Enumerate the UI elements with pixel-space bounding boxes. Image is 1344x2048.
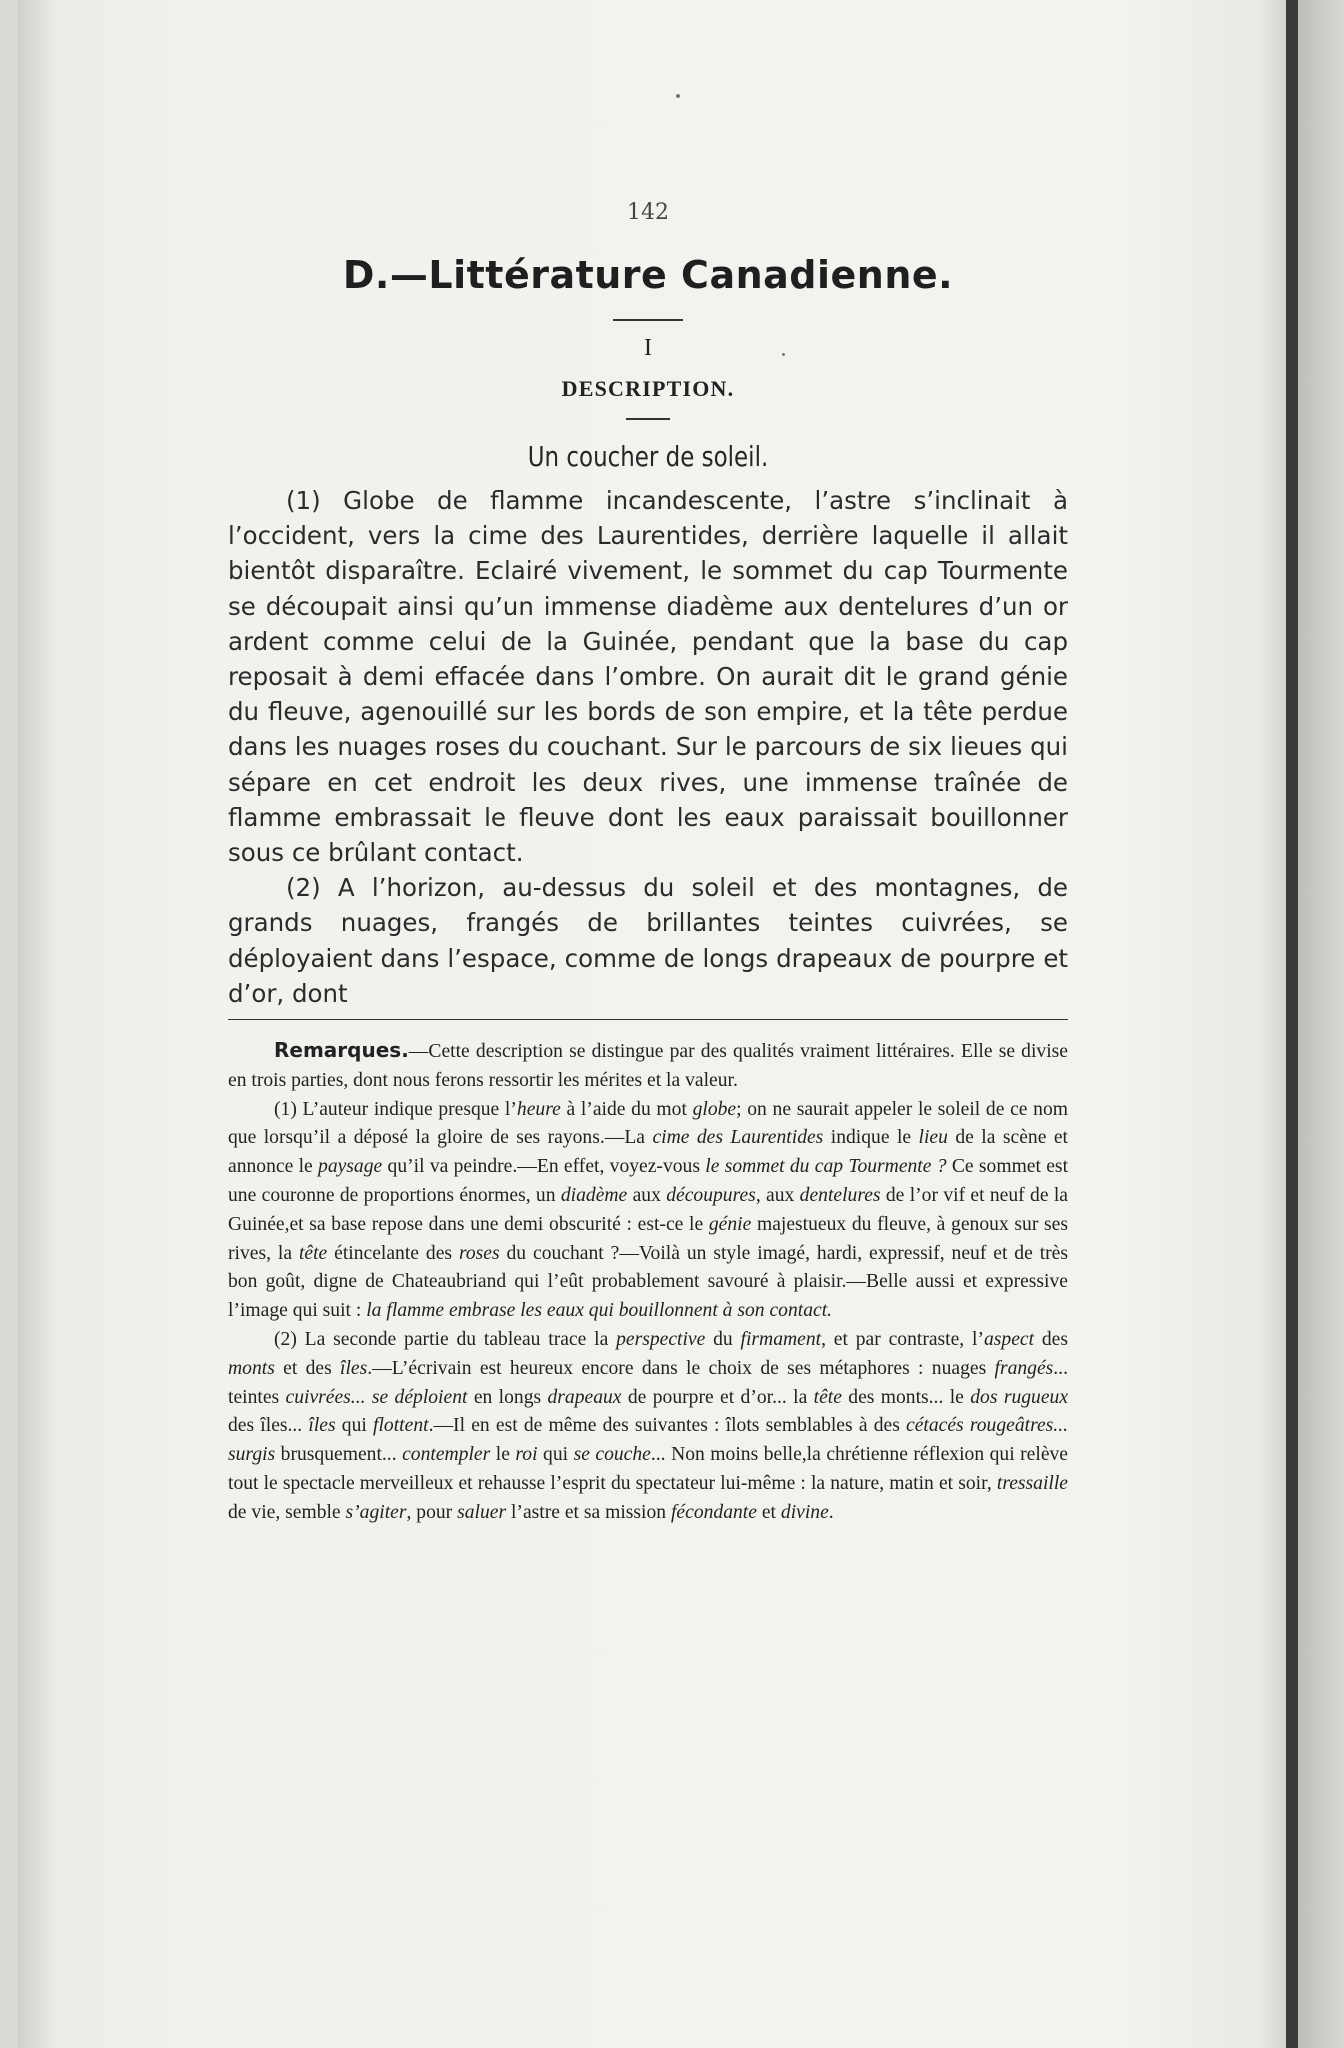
note-italic: découpures: [666, 1185, 756, 1207]
note-text: l’astre et sa mission: [506, 1501, 671, 1523]
note-text: qui: [537, 1444, 574, 1466]
footnote-divider: [228, 1019, 1068, 1020]
note-text: étincelante des: [327, 1242, 459, 1264]
note-text: indique le: [823, 1127, 919, 1149]
note-text: , aux: [755, 1185, 800, 1207]
note-italic: diadème: [560, 1185, 628, 1207]
note-italic: dos rugueux: [970, 1386, 1069, 1408]
note-text: et des: [274, 1357, 341, 1379]
note-italic: la flamme embrase les eaux qui bouillonnent à son contact.: [366, 1300, 833, 1322]
note-italic: firmament: [740, 1329, 822, 1351]
note-italic: se couche: [573, 1444, 651, 1466]
note-italic: fécondante: [670, 1501, 757, 1523]
note-italic: s’agiter: [345, 1501, 407, 1523]
book-spine: [1286, 0, 1298, 2048]
note-text: majestueux du fleuve, à genoux sur ses rives, la: [228, 1213, 1068, 1264]
note-italic: cime des Laurentides: [652, 1127, 824, 1149]
note-text: Ce sommet est une couronne de proportions énormes, un: [228, 1156, 1069, 1207]
note-italic: roses: [458, 1242, 500, 1264]
note-italic: îles: [308, 1415, 336, 1437]
note-italic: génie: [708, 1213, 752, 1235]
remarks-label: Remarques.: [274, 1038, 409, 1063]
speck: [676, 94, 680, 98]
note-text: (2) La seconde partie du tableau trace la: [274, 1329, 617, 1351]
note-text: à l’aide du mot: [560, 1098, 693, 1120]
note-italic: divine: [780, 1501, 829, 1523]
note-italic: îles: [340, 1357, 368, 1379]
note-italic: tête: [813, 1386, 842, 1408]
remarks-intro: [228, 1036, 1068, 1096]
passage-title: Un coucher de soleil.: [527, 440, 769, 473]
note-italic: contempler: [402, 1444, 491, 1466]
note-text: des: [1034, 1329, 1068, 1351]
note-text: ; on ne saurait appeler le soleil de ce nom que lorsqu’il a déposé la gloire de ses rayons.—La: [228, 1098, 1068, 1149]
note-italic: dentelures: [799, 1185, 881, 1207]
remarks-text: —Cette description se distingue par des qualités vraiment littéraires. Elle se divise en trois parties, dont nous ferons ressortir les mérites et la valeur.: [228, 1041, 1068, 1091]
note-text: .—Il en est de même des suivantes : îlots semblables à des: [428, 1415, 907, 1437]
note-text: ... Non moins belle,la chrétienne réflexion qui relève tout le spectacle merveilleux et rehausse l’esprit du spectateur lui-même : la nature, matin et soir,: [228, 1444, 1069, 1494]
body-paragraph-2: (2) A l’horizon, au-dessus du soleil et des montagnes, de grands nuages, frangés de brillantes teintes cuivrées, se déployaient dans l’espace, comme de longs drapeaux de pourpre et d’or, dont: [228, 873, 1068, 1008]
note-italic: drapeaux: [547, 1386, 622, 1408]
note-italic: roi: [515, 1444, 538, 1466]
note-text: ... teintes: [228, 1357, 1068, 1408]
note-text: .: [828, 1501, 834, 1523]
note-italic: le sommet du cap Tourmente ?: [705, 1156, 947, 1178]
note-text: du: [705, 1329, 741, 1351]
note-text: en longs: [467, 1386, 548, 1408]
page-content: [228, 200, 1068, 1528]
note-italic: cétacés rougeâtres... surgis: [228, 1415, 1068, 1466]
note-text: de la scène et annonce le: [228, 1127, 1068, 1178]
note-text: des îles...: [228, 1415, 309, 1437]
note-text: aux: [627, 1185, 667, 1207]
remark-note-1: [228, 1096, 1068, 1326]
note-text: (1) L’auteur indique presque l’: [274, 1098, 517, 1120]
note-text: qui: [335, 1415, 374, 1437]
next-page-edge: [1298, 0, 1344, 2048]
section-number: I: [644, 335, 652, 361]
divider: [613, 319, 683, 321]
note-text: de pourpre et d’or... la: [621, 1386, 814, 1408]
note-text: le: [490, 1444, 516, 1466]
divider: [626, 418, 670, 420]
note-italic: flottent: [373, 1415, 429, 1437]
note-italic: perspective: [616, 1329, 706, 1351]
note-italic: tressaille: [996, 1473, 1068, 1494]
note-italic: globe: [692, 1098, 737, 1120]
note-italic: monts: [228, 1357, 275, 1379]
remarks-section: [228, 1036, 1068, 1528]
note-text: de vie, semble: [228, 1501, 346, 1523]
note-italic: saluer: [457, 1501, 507, 1523]
note-text: , pour: [406, 1501, 458, 1523]
page-number: 142: [627, 200, 669, 225]
note-text: et: [756, 1501, 781, 1523]
note-italic: lieu: [918, 1127, 948, 1149]
section-heading: D.—Littérature Canadienne.: [342, 253, 954, 297]
note-text: .—L’écrivain est heureux encore dans le choix de ses métaphores : nuages: [367, 1357, 995, 1379]
note-italic: cuivrées... se déploient: [285, 1386, 468, 1408]
note-italic: heure: [516, 1098, 561, 1120]
note-text: brusquement...: [275, 1444, 403, 1466]
note-text: des monts... le: [841, 1386, 971, 1408]
note-italic: tête: [298, 1242, 328, 1264]
note-italic: paysage: [318, 1156, 383, 1178]
note-italic: aspect: [984, 1329, 1035, 1351]
remark-note-2: [228, 1326, 1068, 1528]
sub-heading: DESCRIPTION.: [561, 376, 735, 401]
note-text: qu’il va peindre.—En effet, voyez-vous: [382, 1156, 706, 1178]
body-paragraph-1: (1) Globe de flamme incandescente, l’astre s’inclinait à l’occident, vers la cime des Laurentides, derrière laquelle il allait bientôt disparaître. Eclairé vivement, le sommet du cap Tourmente se découpait ainsi qu’un immense diadème aux dentelures d’un or ardent comme celui de la Guinée, pendant que la base du cap reposait à demi effacée dans l’ombre. On aurait dit le grand génie du fleuve, agenouillé sur les bords de son empire, et la tête perdue dans les nuages roses du couchant. Sur le parcours de six lieues qui sépare en cet endroit les deux rives, une immense traînée de flamme embrassait le fleuve dont les eaux paraissait bouillonner sous ce brûlant contact.: [228, 486, 1068, 868]
note-text: , et par contraste, l’: [821, 1329, 984, 1351]
note-text: de l’or vif et neuf de la Guinée,et sa base repose dans une demi obscurité : est-ce le: [228, 1185, 1068, 1235]
note-text: du couchant ?—Voilà un style imagé, hardi, expressif, neuf et de très bon goût, digne de Chateaubriand qui l’eût probablement savouré à plaisir.—Belle aussi et expressive l’image qui suit :: [228, 1242, 1068, 1322]
note-italic: frangés: [994, 1357, 1054, 1379]
